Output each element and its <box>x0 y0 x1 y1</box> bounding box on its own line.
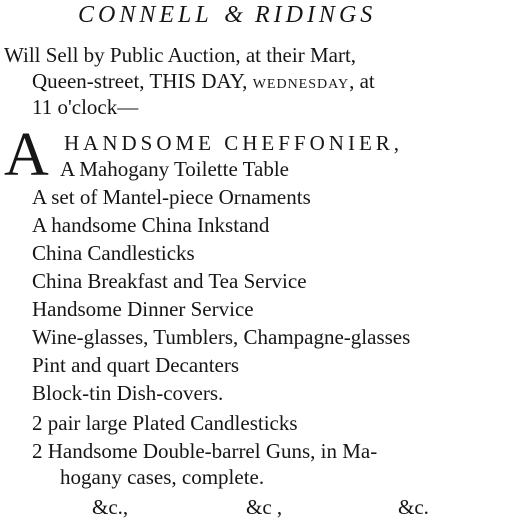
lot-item: 2 Handsome Double-barrel Guns, in Ma- <box>32 439 378 463</box>
lot-item: A handsome China Inkstand <box>32 213 270 237</box>
auctioneer-name-2: RIDINGS <box>254 2 377 28</box>
lot-item: Wine-glasses, Tumblers, Champagne-glasses <box>32 325 411 349</box>
intro-line-1-text: Will Sell by Public Auction, at their Mart, <box>4 43 357 67</box>
ampersand: & <box>224 2 243 28</box>
lot-item: Block-tin Dish-covers. <box>32 381 224 405</box>
lot-item: A Mahogany Toilette Table <box>60 157 289 181</box>
intro-line-2-end: , at <box>349 69 375 93</box>
lot-item: China Breakfast and Tea Service <box>32 269 307 293</box>
auctioneer-heading <box>78 2 376 28</box>
intro-line-3 <box>32 94 138 120</box>
closing-etc-1: &c., <box>92 495 129 519</box>
intro-weekday: WEDNESDAY <box>252 77 350 92</box>
intro-line-2-start: Queen-street, THIS DAY, <box>32 69 253 93</box>
drop-cap: A <box>4 121 49 189</box>
first-lot-title: HANDSOME CHEFFONIER, <box>64 131 404 155</box>
intro-line-3-text: 11 o'clock— <box>32 95 139 119</box>
lot-item: Handsome Dinner Service <box>32 297 254 321</box>
lot-item: China Candlesticks <box>32 241 195 265</box>
intro-line-1 <box>4 42 520 68</box>
auctioneer-name-1: CONNELL <box>78 2 213 28</box>
closing-etc-3: &c. <box>398 495 429 519</box>
lot-item: 2 pair large Plated Candlesticks <box>32 411 298 435</box>
closing-etc-2: &c , <box>246 495 283 519</box>
lot-item: A set of Mantel-piece Ornaments <box>32 185 311 209</box>
lot-item: Pint and quart Decanters <box>32 353 240 377</box>
lot-item-continued: hogany cases, complete. <box>60 465 265 489</box>
